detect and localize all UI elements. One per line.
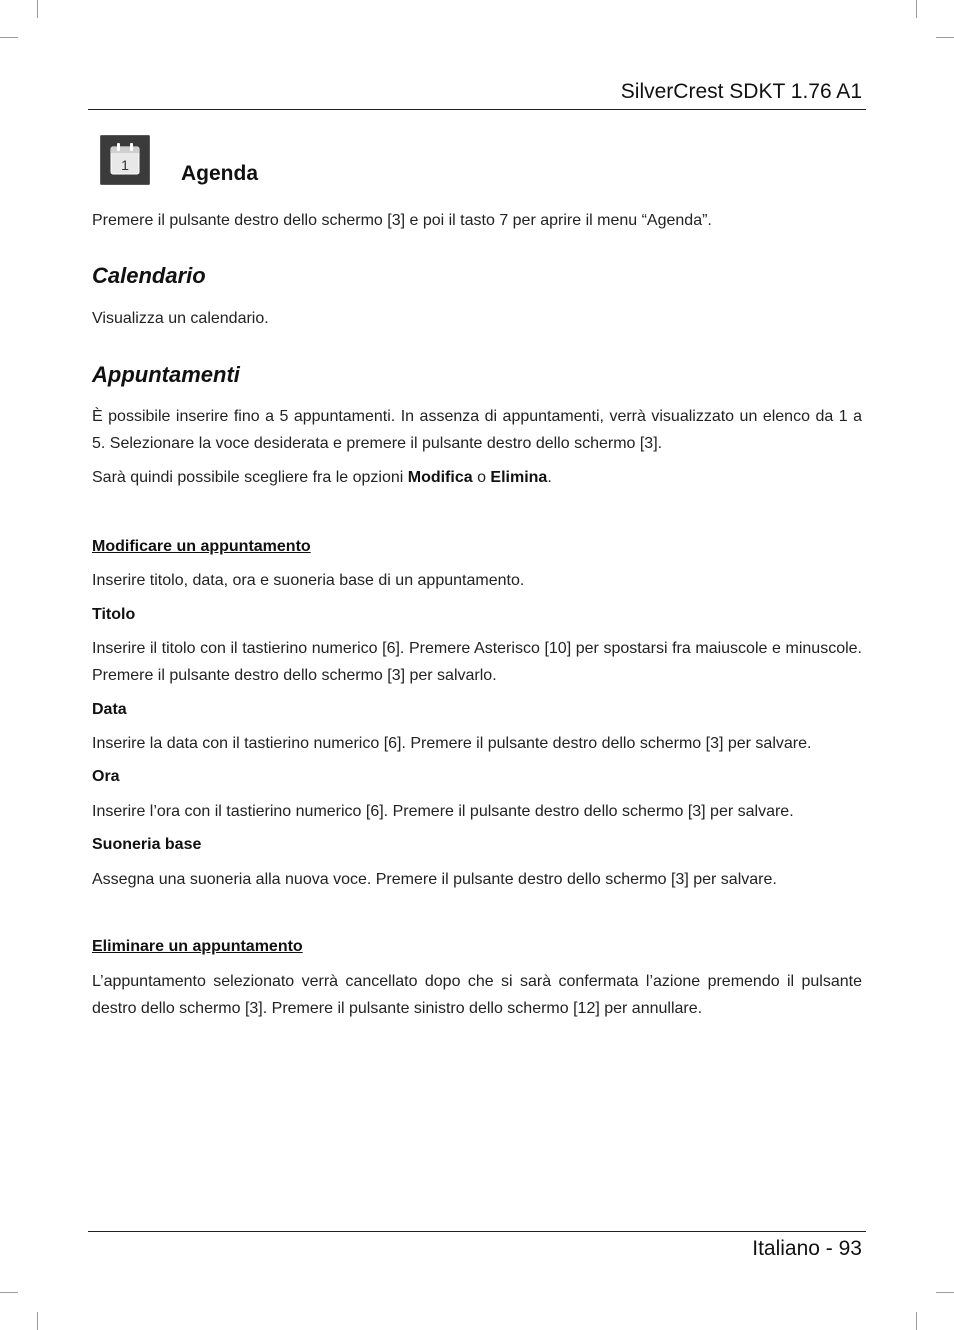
- subsection-title-modificare: Modificare un appuntamento: [92, 538, 311, 555]
- page-header-title: SilverCrest SDKT 1.76 A1: [620, 80, 862, 103]
- page-number: Italiano - 93: [752, 1237, 862, 1260]
- crop-mark: [916, 0, 917, 18]
- section-title-agenda: Agenda: [181, 162, 259, 185]
- crop-mark: [37, 0, 38, 18]
- calendar-day-number: 1: [121, 157, 129, 173]
- crop-mark: [0, 37, 18, 38]
- field-label-suoneria: Suoneria base: [92, 836, 202, 853]
- crop-mark: [916, 1312, 917, 1330]
- crop-mark: [936, 1292, 954, 1293]
- section-title-calendario: Calendario: [92, 263, 206, 288]
- field-text-data: Inserire la data con il tastierino numerico [6]. Premere il pulsante destro dello schermo [3] per salvare.: [92, 735, 812, 752]
- header-rule: [88, 109, 866, 110]
- option-elimina: Elimina: [490, 469, 548, 486]
- eliminare-text: L’appuntamento selezionato verrà cancellato dopo che si sarà confermata l’azione premendo il pulsante destro dello schermo [3]. Premere il pulsante sinistro dello schermo [12] per annullare.: [92, 973, 862, 1017]
- field-text-ora: Inserire l’ora con il tastierino numerico [6]. Premere il pulsante destro dello schermo [3] per salvare.: [92, 803, 794, 820]
- appuntamenti-text: È possibile inserire fino a 5 appuntamenti. In assenza di appuntamenti, verrà visualizzato un elenco da 1 a 5. Selezionare la voce desiderata e premere il pulsante destro dello schermo [3].: [92, 408, 862, 452]
- crop-mark: [0, 1292, 18, 1293]
- modificare-text: Inserire titolo, data, ora e suoneria base di un appuntamento.: [92, 572, 525, 589]
- calendar-icon: [100, 135, 150, 185]
- field-label-titolo: Titolo: [92, 606, 136, 623]
- section-title-appuntamenti: Appuntamenti: [92, 362, 240, 387]
- crop-mark: [936, 37, 954, 38]
- field-text-titolo: Inserire il titolo con il tastierino numerico [6]. Premere Asterisco [10] per spostarsi fra maiuscole e minuscole. Premere il pulsante destro dello schermo [3] per salvarlo.: [92, 640, 862, 684]
- calendario-text: Visualizza un calendario.: [92, 310, 269, 327]
- footer-rule: [88, 1231, 866, 1232]
- field-text-suoneria: Assegna una suoneria alla nuova voce. Premere il pulsante destro dello schermo [3] per salvare.: [92, 871, 777, 888]
- option-modifica: Modifica: [407, 469, 473, 486]
- subsection-title-eliminare: Eliminare un appuntamento: [92, 938, 303, 955]
- appuntamenti-options-text: Sarà quindi possibile scegliere fra le opzioni Modifica o Elimina.: [92, 469, 552, 486]
- field-label-data: Data: [92, 701, 127, 718]
- field-label-ora: Ora: [92, 768, 120, 785]
- agenda-intro: Premere il pulsante destro dello schermo [3] e poi il tasto 7 per aprire il menu “Agenda”.: [92, 212, 712, 229]
- calendar-glyph: [109, 142, 141, 176]
- crop-mark: [37, 1312, 38, 1330]
